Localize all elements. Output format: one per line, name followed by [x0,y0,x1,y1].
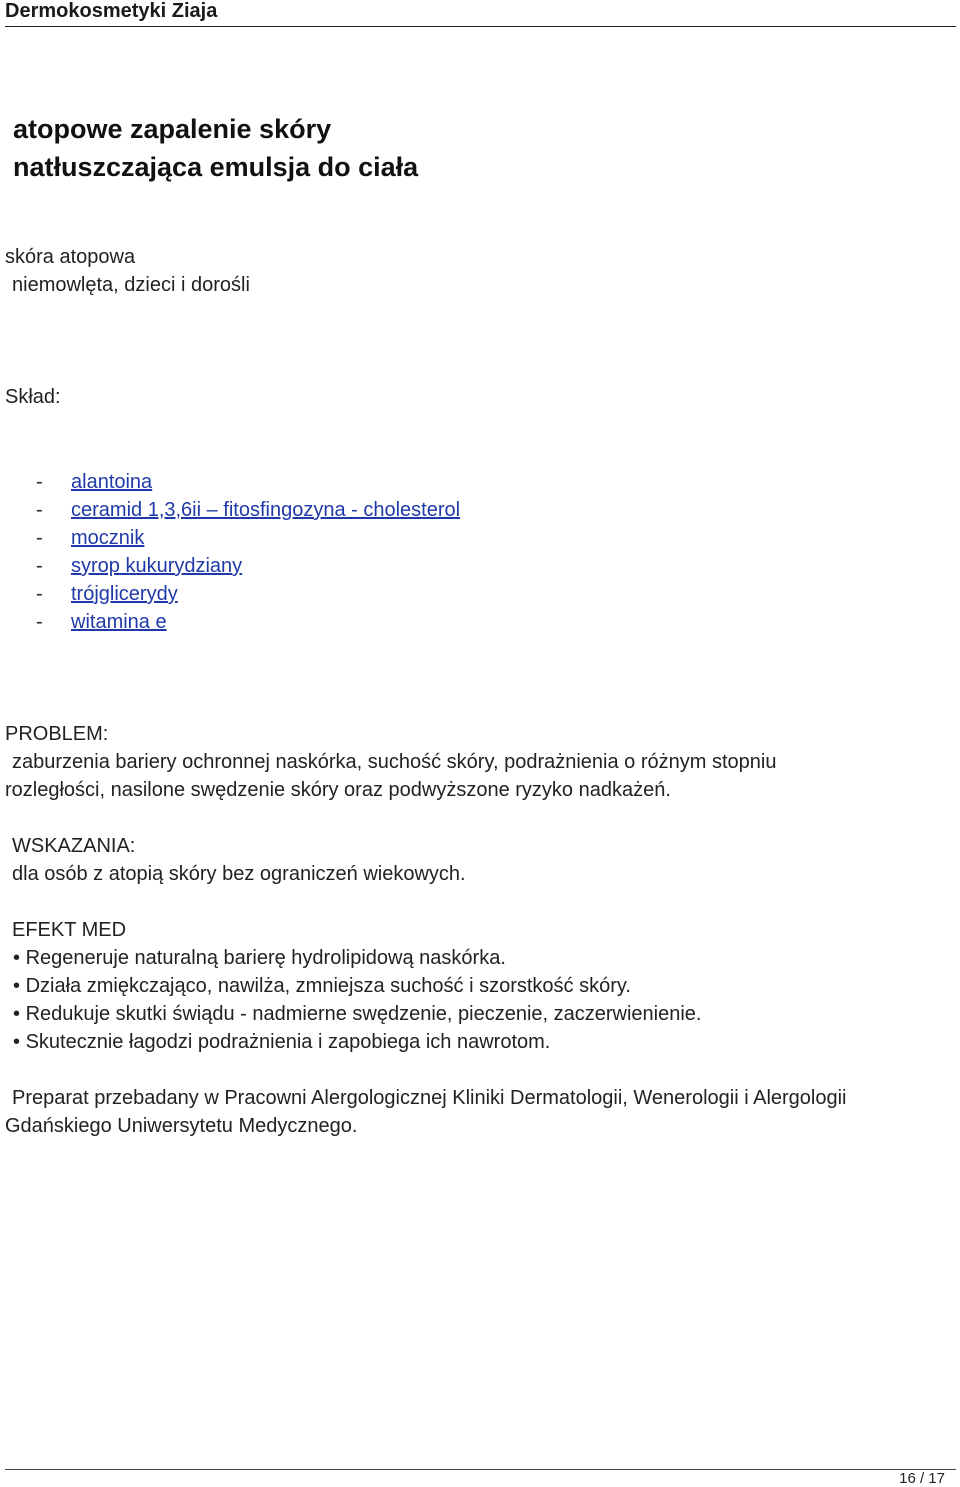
bullet-glyph: • [13,1003,21,1025]
efekt-label: EFEKT MED [12,919,127,941]
ingredient-link-witamina-e[interactable]: witamina e [71,611,167,633]
wskazania-text: dla osób z atopią skóry bez ograniczeń wiekowych. [12,863,466,885]
bullet-glyph: • [13,975,21,997]
ingredient-item [36,583,178,606]
bullet-glyph: • [13,1031,21,1053]
header-divider [5,26,956,27]
intro-age-group: niemowlęta, dzieci i dorośli [12,274,250,296]
bullet-glyph: • [13,947,21,969]
ingredient-dash: - [36,611,43,633]
ingredient-dash: - [36,499,43,521]
footer-divider [5,1469,956,1470]
page-number: 16 / 17 [899,1470,945,1487]
efekt-item-text: Regeneruje naturalną barierę hydrolipidową naskórka. [25,947,506,969]
ingredient-link-mocznik[interactable]: mocznik [71,527,145,549]
preparat-text-line-2: Gdańskiego Uniwersytetu Medycznego. [5,1115,358,1137]
ingredient-link-ceramid[interactable]: ceramid 1,3,6ii – fitosfingozyna - cholesterol [71,499,461,521]
efekt-item-text: Redukuje skutki świądu - nadmierne swędzenie, pieczenie, zaczerwienienie. [25,1003,702,1025]
problem-text-line-2: rozległości, nasilone swędzenie skóry oraz podwyższone ryzyko nadkażeń. [5,779,671,801]
ingredient-dash: - [36,555,43,577]
problem-text-line-1: zaburzenia bariery ochronnej naskórka, suchość skóry, podrażnienia o różnym stopniu [12,751,777,773]
product-title-line-2: natłuszczająca emulsja do ciała [13,152,419,182]
ingredient-item [36,555,242,578]
efekt-bullet-item [13,975,631,998]
problem-label: PROBLEM: [5,723,109,745]
wskazania-label: WSKAZANIA: [12,835,136,857]
sklad-label: Skład: [5,386,61,408]
ingredient-dash: - [36,471,43,493]
intro-skin-type: skóra atopowa [5,246,136,268]
efekt-bullet-item [13,947,506,970]
ingredient-dash: - [36,527,43,549]
efekt-bullet-item [13,1003,702,1026]
ingredient-link-trojglicerydy[interactable]: trójglicerydy [71,583,178,605]
ingredient-link-syrop[interactable]: syrop kukurydziany [71,555,243,577]
preparat-text-line-1: Preparat przebadany w Pracowni Alergologicznej Kliniki Dermatologii, Wenerologii i Alergologii [12,1087,847,1109]
efekt-item-text: Działa zmiękczająco, nawilża, zmniejsza suchość i szorstkość skóry. [25,975,631,997]
ingredient-dash: - [36,583,43,605]
efekt-item-text: Skutecznie łagodzi podrażnienia i zapobiega ich nawrotom. [25,1031,551,1053]
efekt-bullet-item [13,1031,550,1054]
ingredient-item [36,527,144,550]
ingredient-item [36,499,460,522]
ingredient-item [36,471,152,494]
ingredient-item [36,611,167,634]
document-header-title: Dermokosmetyki Ziaja [5,0,218,22]
product-title-line-1: atopowe zapalenie skóry [13,114,332,144]
ingredient-link-alantoina[interactable]: alantoina [71,471,153,493]
